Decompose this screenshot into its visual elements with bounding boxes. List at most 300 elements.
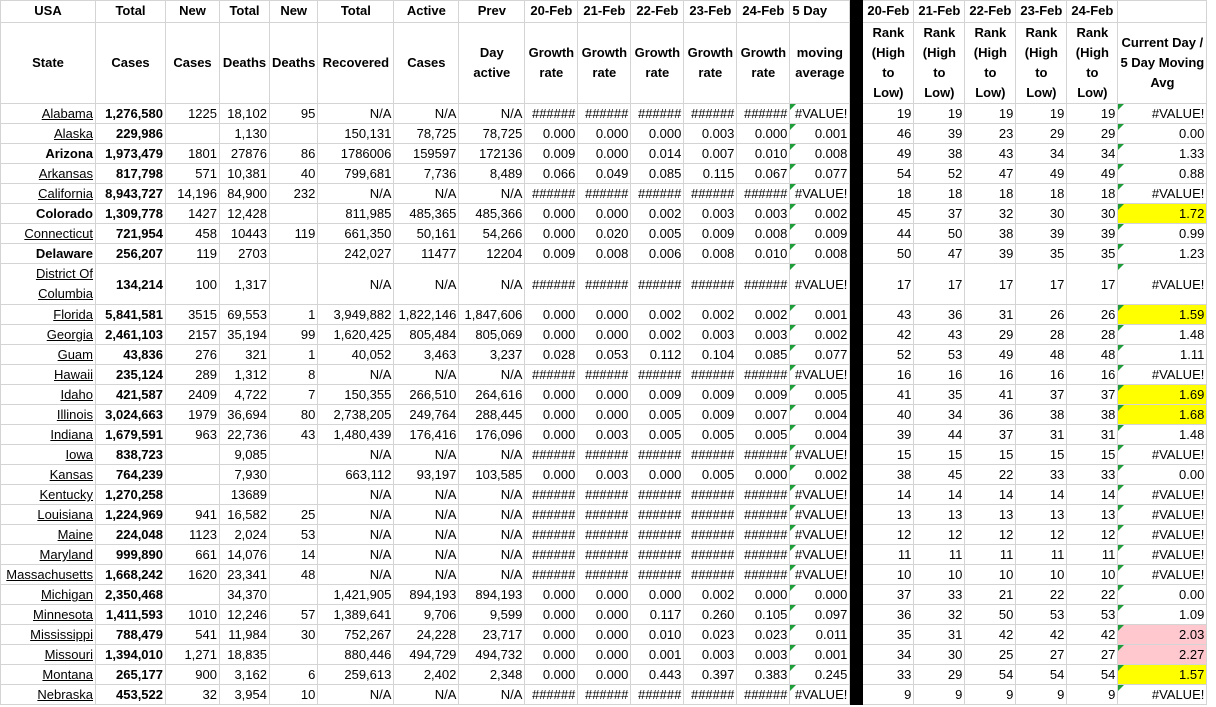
- data-cell[interactable]: 57: [270, 605, 318, 625]
- data-cell[interactable]: 22: [965, 465, 1016, 485]
- data-cell[interactable]: 35: [863, 625, 914, 645]
- data-cell[interactable]: 16: [1067, 365, 1118, 385]
- data-cell[interactable]: 29: [1016, 124, 1067, 144]
- data-cell[interactable]: 0.000: [578, 204, 631, 224]
- data-cell[interactable]: 19: [1067, 104, 1118, 124]
- data-cell[interactable]: 0.002: [631, 204, 684, 224]
- data-cell[interactable]: ######: [525, 565, 578, 585]
- data-cell[interactable]: 53: [1016, 605, 1067, 625]
- data-cell[interactable]: 0.002: [790, 465, 850, 485]
- data-cell[interactable]: 0.023: [684, 625, 737, 645]
- data-cell[interactable]: 99: [270, 325, 318, 345]
- data-cell[interactable]: 54: [1016, 665, 1067, 685]
- data-cell[interactable]: 39: [914, 124, 965, 144]
- data-cell[interactable]: 0.053: [578, 345, 631, 365]
- data-cell[interactable]: 0.020: [578, 224, 631, 244]
- data-cell[interactable]: 494,732: [459, 645, 525, 665]
- data-cell[interactable]: 45: [914, 465, 965, 485]
- data-cell[interactable]: ######: [737, 365, 790, 385]
- data-cell[interactable]: 43: [965, 144, 1016, 164]
- data-cell[interactable]: 12: [1016, 525, 1067, 545]
- data-cell[interactable]: 31: [914, 625, 965, 645]
- data-cell[interactable]: [270, 204, 318, 224]
- data-cell[interactable]: 37: [1016, 385, 1067, 405]
- data-cell[interactable]: N/A: [394, 505, 459, 525]
- state-name-cell[interactable]: [1, 184, 96, 204]
- header-cell[interactable]: 23-Feb: [684, 1, 737, 23]
- data-cell[interactable]: 0.009: [737, 385, 790, 405]
- header-cell[interactable]: Cases: [394, 23, 459, 104]
- data-cell[interactable]: 0.002: [684, 305, 737, 325]
- data-cell[interactable]: 9,085: [220, 445, 270, 465]
- data-cell[interactable]: 43,836: [96, 345, 166, 365]
- data-cell[interactable]: 1,679,591: [96, 425, 166, 445]
- data-cell[interactable]: 485,366: [459, 204, 525, 224]
- header-cell[interactable]: 21-Feb: [914, 1, 965, 23]
- data-cell[interactable]: 12204: [459, 244, 525, 264]
- data-cell[interactable]: N/A: [459, 184, 525, 204]
- header-cell[interactable]: State: [1, 23, 96, 104]
- data-cell[interactable]: 38: [914, 144, 965, 164]
- data-cell[interactable]: 16,582: [220, 505, 270, 525]
- data-cell[interactable]: 0.000: [525, 625, 578, 645]
- data-cell[interactable]: ######: [578, 565, 631, 585]
- data-cell[interactable]: ######: [578, 264, 631, 305]
- data-cell[interactable]: [166, 465, 220, 485]
- data-cell[interactable]: 7: [270, 385, 318, 405]
- data-cell[interactable]: 36: [965, 405, 1016, 425]
- data-cell[interactable]: 93,197: [394, 465, 459, 485]
- state-name-cell[interactable]: [1, 164, 96, 184]
- data-cell[interactable]: #VALUE!: [790, 525, 850, 545]
- data-cell[interactable]: ######: [737, 545, 790, 565]
- data-cell[interactable]: ######: [684, 485, 737, 505]
- data-cell[interactable]: 13: [1016, 505, 1067, 525]
- data-cell[interactable]: 894,193: [394, 585, 459, 605]
- header-cell[interactable]: Deaths: [220, 23, 270, 104]
- data-cell[interactable]: N/A: [394, 264, 459, 305]
- header-cell[interactable]: 24-Feb: [1067, 1, 1118, 23]
- data-cell[interactable]: 0.117: [631, 605, 684, 625]
- data-cell[interactable]: 37: [965, 425, 1016, 445]
- data-cell[interactable]: #VALUE!: [1118, 505, 1207, 525]
- data-cell[interactable]: 10: [914, 565, 965, 585]
- data-cell[interactable]: ######: [525, 485, 578, 505]
- data-cell[interactable]: 31: [965, 305, 1016, 325]
- data-cell[interactable]: 39: [863, 425, 914, 445]
- data-cell[interactable]: N/A: [318, 365, 394, 385]
- data-cell[interactable]: 0.014: [631, 144, 684, 164]
- data-cell[interactable]: 3,162: [220, 665, 270, 685]
- data-cell[interactable]: 49: [1067, 164, 1118, 184]
- header-cell[interactable]: moving average: [790, 23, 850, 104]
- header-cell[interactable]: 22-Feb: [965, 1, 1016, 23]
- data-cell[interactable]: 805,069: [459, 325, 525, 345]
- state-name-cell[interactable]: [1, 505, 96, 525]
- data-cell[interactable]: 17: [863, 264, 914, 305]
- state-name-cell[interactable]: [1, 465, 96, 485]
- data-cell[interactable]: N/A: [318, 545, 394, 565]
- data-cell[interactable]: 1,309,778: [96, 204, 166, 224]
- data-cell[interactable]: 9: [863, 685, 914, 705]
- data-cell[interactable]: 11: [1016, 545, 1067, 565]
- data-cell[interactable]: 0.002: [684, 585, 737, 605]
- state-name-cell[interactable]: [1, 385, 96, 405]
- data-cell[interactable]: 2703: [220, 244, 270, 264]
- data-cell[interactable]: 29: [914, 665, 965, 685]
- data-cell[interactable]: 0.000: [578, 605, 631, 625]
- state-link[interactable]: Alaska: [53, 126, 93, 141]
- data-cell[interactable]: 26: [1067, 305, 1118, 325]
- data-cell[interactable]: 0.002: [631, 325, 684, 345]
- state-name-cell[interactable]: [1, 104, 96, 124]
- data-cell[interactable]: 15: [863, 445, 914, 465]
- data-cell[interactable]: [270, 264, 318, 305]
- data-cell[interactable]: 35: [914, 385, 965, 405]
- data-cell[interactable]: 53: [270, 525, 318, 545]
- data-cell[interactable]: ######: [631, 264, 684, 305]
- data-cell[interactable]: 0.028: [525, 345, 578, 365]
- header-cell[interactable]: USA: [1, 1, 96, 23]
- data-cell[interactable]: ######: [737, 685, 790, 705]
- state-link[interactable]: Georgia: [46, 327, 93, 342]
- data-cell[interactable]: N/A: [459, 505, 525, 525]
- data-cell[interactable]: 0.000: [578, 144, 631, 164]
- data-cell[interactable]: 0.010: [631, 625, 684, 645]
- data-cell[interactable]: 14,076: [220, 545, 270, 565]
- data-cell[interactable]: 0.008: [790, 244, 850, 264]
- data-cell[interactable]: #VALUE!: [1118, 685, 1207, 705]
- state-name-cell[interactable]: [1, 685, 96, 705]
- data-cell[interactable]: 541: [166, 625, 220, 645]
- data-cell[interactable]: 1,668,242: [96, 565, 166, 585]
- data-cell[interactable]: 0.00: [1118, 585, 1207, 605]
- data-cell[interactable]: N/A: [459, 365, 525, 385]
- data-cell[interactable]: 11: [863, 545, 914, 565]
- data-cell[interactable]: 31: [1016, 425, 1067, 445]
- data-cell[interactable]: 1010: [166, 605, 220, 625]
- data-cell[interactable]: 49: [863, 144, 914, 164]
- data-cell[interactable]: 242,027: [318, 244, 394, 264]
- data-cell[interactable]: 752,267: [318, 625, 394, 645]
- data-cell[interactable]: 0.000: [525, 405, 578, 425]
- data-cell[interactable]: 458: [166, 224, 220, 244]
- data-cell[interactable]: 0.000: [525, 385, 578, 405]
- data-cell[interactable]: 52: [863, 345, 914, 365]
- data-cell[interactable]: ######: [631, 545, 684, 565]
- state-name-cell[interactable]: [1, 224, 96, 244]
- data-cell[interactable]: 1620: [166, 565, 220, 585]
- data-cell[interactable]: ######: [631, 445, 684, 465]
- header-cell[interactable]: Growth rate: [525, 23, 578, 104]
- data-cell[interactable]: 3,954: [220, 685, 270, 705]
- data-cell[interactable]: 0.001: [790, 645, 850, 665]
- data-cell[interactable]: 0.000: [578, 385, 631, 405]
- data-cell[interactable]: 33: [1016, 465, 1067, 485]
- data-cell[interactable]: 53: [914, 345, 965, 365]
- data-cell[interactable]: 32: [965, 204, 1016, 224]
- state-link[interactable]: Hawaii: [53, 367, 93, 382]
- state-link[interactable]: Arkansas: [38, 166, 93, 181]
- header-cell[interactable]: Total: [96, 1, 166, 23]
- data-cell[interactable]: 0.000: [578, 405, 631, 425]
- header-cell[interactable]: Rank (High to Low): [1016, 23, 1067, 104]
- data-cell[interactable]: 894,193: [459, 585, 525, 605]
- data-cell[interactable]: ######: [525, 525, 578, 545]
- data-cell[interactable]: 34: [1016, 144, 1067, 164]
- data-cell[interactable]: 1,312: [220, 365, 270, 385]
- data-cell[interactable]: 29: [965, 325, 1016, 345]
- data-cell[interactable]: 2.03: [1118, 625, 1207, 645]
- data-cell[interactable]: 1,847,606: [459, 305, 525, 325]
- data-cell[interactable]: 1.11: [1118, 345, 1207, 365]
- data-cell[interactable]: [166, 585, 220, 605]
- data-cell[interactable]: 1225: [166, 104, 220, 124]
- data-cell[interactable]: 35: [1016, 244, 1067, 264]
- data-cell[interactable]: 28: [1016, 325, 1067, 345]
- data-cell[interactable]: 9: [914, 685, 965, 705]
- data-cell[interactable]: ######: [737, 445, 790, 465]
- data-cell[interactable]: 0.077: [790, 164, 850, 184]
- data-cell[interactable]: 0.009: [631, 385, 684, 405]
- data-cell[interactable]: 0.005: [684, 465, 737, 485]
- state-link[interactable]: Louisiana: [37, 507, 93, 522]
- data-cell[interactable]: 259,613: [318, 665, 394, 685]
- data-cell[interactable]: 11: [914, 545, 965, 565]
- data-cell[interactable]: 1,224,969: [96, 505, 166, 525]
- data-cell[interactable]: 35,194: [220, 325, 270, 345]
- data-cell[interactable]: 0.005: [790, 385, 850, 405]
- data-cell[interactable]: N/A: [318, 104, 394, 124]
- data-cell[interactable]: 25: [965, 645, 1016, 665]
- state-name-cell[interactable]: [1, 345, 96, 365]
- data-cell[interactable]: 15: [1067, 445, 1118, 465]
- data-cell[interactable]: 11: [965, 545, 1016, 565]
- data-cell[interactable]: 11,984: [220, 625, 270, 645]
- data-cell[interactable]: 159597: [394, 144, 459, 164]
- data-cell[interactable]: 0.443: [631, 665, 684, 685]
- data-cell[interactable]: 485,365: [394, 204, 459, 224]
- data-cell[interactable]: [270, 465, 318, 485]
- state-name-cell[interactable]: [1, 405, 96, 425]
- data-cell[interactable]: 721,954: [96, 224, 166, 244]
- data-cell[interactable]: 48: [1067, 345, 1118, 365]
- data-cell[interactable]: 2,350,468: [96, 585, 166, 605]
- data-cell[interactable]: 17: [914, 264, 965, 305]
- data-cell[interactable]: 0.88: [1118, 164, 1207, 184]
- data-cell[interactable]: ######: [684, 445, 737, 465]
- data-cell[interactable]: 44: [863, 224, 914, 244]
- data-cell[interactable]: 37: [863, 585, 914, 605]
- data-cell[interactable]: N/A: [459, 485, 525, 505]
- data-cell[interactable]: N/A: [394, 545, 459, 565]
- data-cell[interactable]: 41: [863, 385, 914, 405]
- data-cell[interactable]: N/A: [394, 104, 459, 124]
- data-cell[interactable]: 288,445: [459, 405, 525, 425]
- header-cell[interactable]: Prev: [459, 1, 525, 23]
- data-cell[interactable]: 18: [863, 184, 914, 204]
- data-cell[interactable]: 817,798: [96, 164, 166, 184]
- data-cell[interactable]: 1.48: [1118, 325, 1207, 345]
- state-name-cell[interactable]: [1, 545, 96, 565]
- data-cell[interactable]: 0.097: [790, 605, 850, 625]
- data-cell[interactable]: 1.23: [1118, 244, 1207, 264]
- data-cell[interactable]: #VALUE!: [1118, 565, 1207, 585]
- data-cell[interactable]: N/A: [459, 264, 525, 305]
- data-cell[interactable]: 661: [166, 545, 220, 565]
- data-cell[interactable]: 0.000: [525, 224, 578, 244]
- data-cell[interactable]: ######: [684, 365, 737, 385]
- data-cell[interactable]: 41: [965, 385, 1016, 405]
- data-cell[interactable]: 35: [1067, 244, 1118, 264]
- state-link[interactable]: Florida: [53, 307, 93, 322]
- data-cell[interactable]: [270, 645, 318, 665]
- data-cell[interactable]: 3,237: [459, 345, 525, 365]
- header-cell[interactable]: Active: [394, 1, 459, 23]
- data-cell[interactable]: 0.005: [631, 224, 684, 244]
- data-cell[interactable]: 0.010: [737, 244, 790, 264]
- data-cell[interactable]: 2.27: [1118, 645, 1207, 665]
- data-cell[interactable]: 78,725: [459, 124, 525, 144]
- data-cell[interactable]: 1,271: [166, 645, 220, 665]
- data-cell[interactable]: 1427: [166, 204, 220, 224]
- data-cell[interactable]: 6: [270, 665, 318, 685]
- data-cell[interactable]: 999,890: [96, 545, 166, 565]
- data-cell[interactable]: 0.009: [525, 244, 578, 264]
- data-cell[interactable]: 150,131: [318, 124, 394, 144]
- data-cell[interactable]: 0.000: [578, 665, 631, 685]
- data-cell[interactable]: 10: [863, 565, 914, 585]
- data-cell[interactable]: 18,102: [220, 104, 270, 124]
- data-cell[interactable]: ######: [737, 565, 790, 585]
- data-cell[interactable]: N/A: [459, 445, 525, 465]
- data-cell[interactable]: N/A: [459, 525, 525, 545]
- data-cell[interactable]: 34: [1067, 144, 1118, 164]
- data-cell[interactable]: 1.69: [1118, 385, 1207, 405]
- data-cell[interactable]: 0.003: [737, 204, 790, 224]
- data-cell[interactable]: 1,973,479: [96, 144, 166, 164]
- data-cell[interactable]: #VALUE!: [790, 365, 850, 385]
- data-cell[interactable]: 34: [863, 645, 914, 665]
- data-cell[interactable]: ######: [631, 104, 684, 124]
- data-cell[interactable]: 0.000: [737, 465, 790, 485]
- data-cell[interactable]: 30: [1067, 204, 1118, 224]
- data-cell[interactable]: 37: [1067, 385, 1118, 405]
- data-cell[interactable]: 30: [914, 645, 965, 665]
- data-cell[interactable]: 880,446: [318, 645, 394, 665]
- data-cell[interactable]: 0.085: [631, 164, 684, 184]
- data-cell[interactable]: 95: [270, 104, 318, 124]
- data-cell[interactable]: ######: [684, 545, 737, 565]
- data-cell[interactable]: #VALUE!: [1118, 184, 1207, 204]
- data-cell[interactable]: 22: [1016, 585, 1067, 605]
- data-cell[interactable]: N/A: [394, 184, 459, 204]
- data-cell[interactable]: 0.003: [578, 465, 631, 485]
- data-cell[interactable]: 0.000: [737, 124, 790, 144]
- header-cell[interactable]: Growth rate: [684, 23, 737, 104]
- data-cell[interactable]: 1: [270, 345, 318, 365]
- state-name-cell[interactable]: [1, 665, 96, 685]
- data-cell[interactable]: 900: [166, 665, 220, 685]
- data-cell[interactable]: ######: [684, 505, 737, 525]
- data-cell[interactable]: 256,207: [96, 244, 166, 264]
- data-cell[interactable]: ######: [631, 685, 684, 705]
- data-cell[interactable]: #VALUE!: [1118, 264, 1207, 305]
- data-cell[interactable]: N/A: [318, 505, 394, 525]
- data-cell[interactable]: #VALUE!: [790, 505, 850, 525]
- state-link[interactable]: Iowa: [65, 447, 93, 462]
- header-cell[interactable]: [1118, 1, 1207, 23]
- data-cell[interactable]: 0.000: [737, 585, 790, 605]
- data-cell[interactable]: 19: [914, 104, 965, 124]
- state-name-cell[interactable]: [1, 585, 96, 605]
- data-cell[interactable]: 0.009: [684, 405, 737, 425]
- data-cell[interactable]: 12,246: [220, 605, 270, 625]
- state-link[interactable]: Guam: [57, 347, 93, 362]
- data-cell[interactable]: 3515: [166, 305, 220, 325]
- data-cell[interactable]: 49: [1016, 164, 1067, 184]
- data-cell[interactable]: 3,024,663: [96, 405, 166, 425]
- data-cell[interactable]: 235,124: [96, 365, 166, 385]
- header-cell[interactable]: Rank (High to Low): [1067, 23, 1118, 104]
- data-cell[interactable]: 0.000: [525, 425, 578, 445]
- data-cell[interactable]: 10: [1016, 565, 1067, 585]
- data-cell[interactable]: 0.003: [737, 645, 790, 665]
- data-cell[interactable]: 11: [1067, 545, 1118, 565]
- state-name-cell[interactable]: [1, 625, 96, 645]
- header-cell[interactable]: Day active: [459, 23, 525, 104]
- data-cell[interactable]: 0.001: [790, 124, 850, 144]
- data-cell[interactable]: 18: [1016, 184, 1067, 204]
- data-cell[interactable]: 42: [965, 625, 1016, 645]
- data-cell[interactable]: 42: [1067, 625, 1118, 645]
- data-cell[interactable]: 0.000: [525, 124, 578, 144]
- data-cell[interactable]: 8,943,727: [96, 184, 166, 204]
- data-cell[interactable]: 1786006: [318, 144, 394, 164]
- data-cell[interactable]: 1979: [166, 405, 220, 425]
- data-cell[interactable]: ######: [631, 184, 684, 204]
- data-cell[interactable]: 0.008: [578, 244, 631, 264]
- data-cell[interactable]: 0.003: [737, 325, 790, 345]
- data-cell[interactable]: 8,489: [459, 164, 525, 184]
- data-cell[interactable]: 39: [965, 244, 1016, 264]
- data-cell[interactable]: 0.003: [684, 124, 737, 144]
- header-cell[interactable]: Growth rate: [737, 23, 790, 104]
- data-cell[interactable]: 10: [270, 685, 318, 705]
- data-cell[interactable]: 0.000: [578, 305, 631, 325]
- data-cell[interactable]: 0.066: [525, 164, 578, 184]
- data-cell[interactable]: 0.004: [790, 425, 850, 445]
- state-name-cell[interactable]: [1, 365, 96, 385]
- state-link[interactable]: Alabama: [41, 106, 93, 121]
- data-cell[interactable]: 453,522: [96, 685, 166, 705]
- data-cell[interactable]: N/A: [394, 565, 459, 585]
- data-cell[interactable]: 27876: [220, 144, 270, 164]
- data-cell[interactable]: ######: [684, 184, 737, 204]
- header-cell[interactable]: Rank (High to Low): [914, 23, 965, 104]
- data-cell[interactable]: 21: [965, 585, 1016, 605]
- state-link[interactable]: Mississippi: [30, 627, 93, 642]
- data-cell[interactable]: 1.57: [1118, 665, 1207, 685]
- data-cell[interactable]: 14: [965, 485, 1016, 505]
- data-cell[interactable]: N/A: [394, 365, 459, 385]
- header-cell[interactable]: New: [270, 1, 318, 23]
- state-name-cell[interactable]: [1, 204, 96, 224]
- data-cell[interactable]: 0.000: [578, 645, 631, 665]
- data-cell[interactable]: N/A: [318, 445, 394, 465]
- data-cell[interactable]: 54,266: [459, 224, 525, 244]
- data-cell[interactable]: 39: [1067, 224, 1118, 244]
